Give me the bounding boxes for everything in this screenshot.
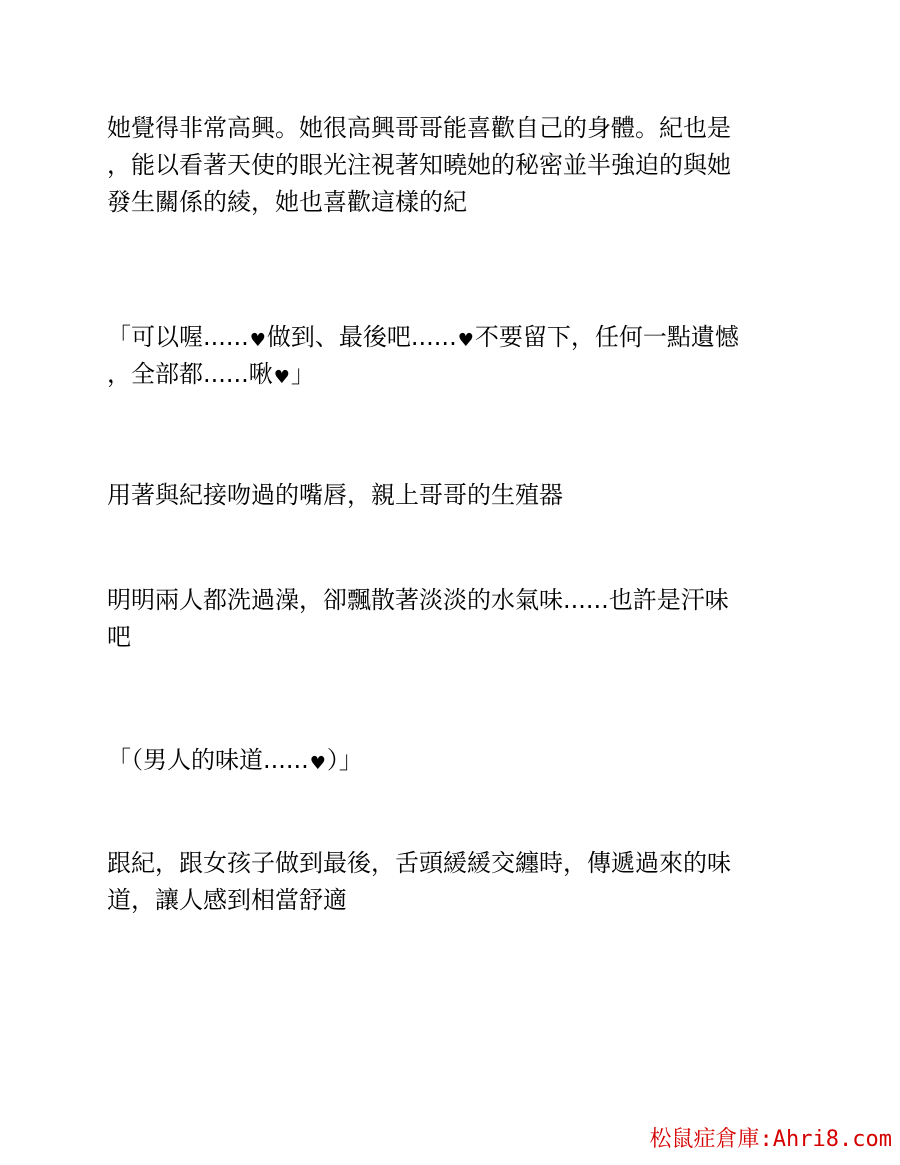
text-segment: 做到、最後吧......	[266, 323, 457, 351]
text-line: 道，讓人感到相當舒適	[107, 886, 347, 914]
text-line: 跟紀，跟女孩子做到最後，舌頭緩緩交纏時，傳遞過來的味	[107, 849, 731, 877]
heart-icon: ♥	[273, 367, 290, 388]
text-segment: 「可以喔......	[107, 323, 249, 351]
heart-icon: ♥	[249, 330, 266, 351]
heart-icon: ♥	[309, 753, 326, 774]
text-line: ，能以看著天使的眼光注視著知曉她的秘密並半強迫的與她	[107, 151, 731, 179]
paragraph-2	[107, 319, 807, 393]
paragraph-1	[107, 110, 807, 221]
text-segment: 不要留下，任何一點遺憾	[474, 323, 739, 351]
watermark: 松鼠症倉庫:Ahri8.com	[649, 1127, 892, 1152]
text-line	[107, 742, 807, 779]
heart-icon: ♥	[457, 330, 474, 351]
text-line	[107, 356, 807, 393]
paragraph-4	[107, 582, 807, 656]
paragraph-5	[107, 742, 807, 779]
text-line: 發生關係的綾，她也喜歡這樣的紀	[107, 188, 467, 216]
text-segment: 「（男人的味道......	[107, 746, 309, 774]
text-segment: ）」	[326, 746, 363, 774]
text-segment: ，全部都......啾	[107, 360, 273, 388]
text-line: 用著與紀接吻過的嘴唇，親上哥哥的生殖器	[107, 481, 563, 509]
text-line: 明明兩人都洗過澡，卻飄散著淡淡的水氣味......也許是汗味	[107, 586, 729, 614]
paragraph-3	[107, 477, 807, 514]
text-line: 吧	[107, 623, 131, 651]
paragraph-6	[107, 845, 807, 919]
text-line: 她覺得非常高興。她很高興哥哥能喜歡自己的身體。紀也是	[107, 114, 731, 142]
text-line	[107, 319, 807, 356]
text-segment: 」	[290, 360, 315, 388]
